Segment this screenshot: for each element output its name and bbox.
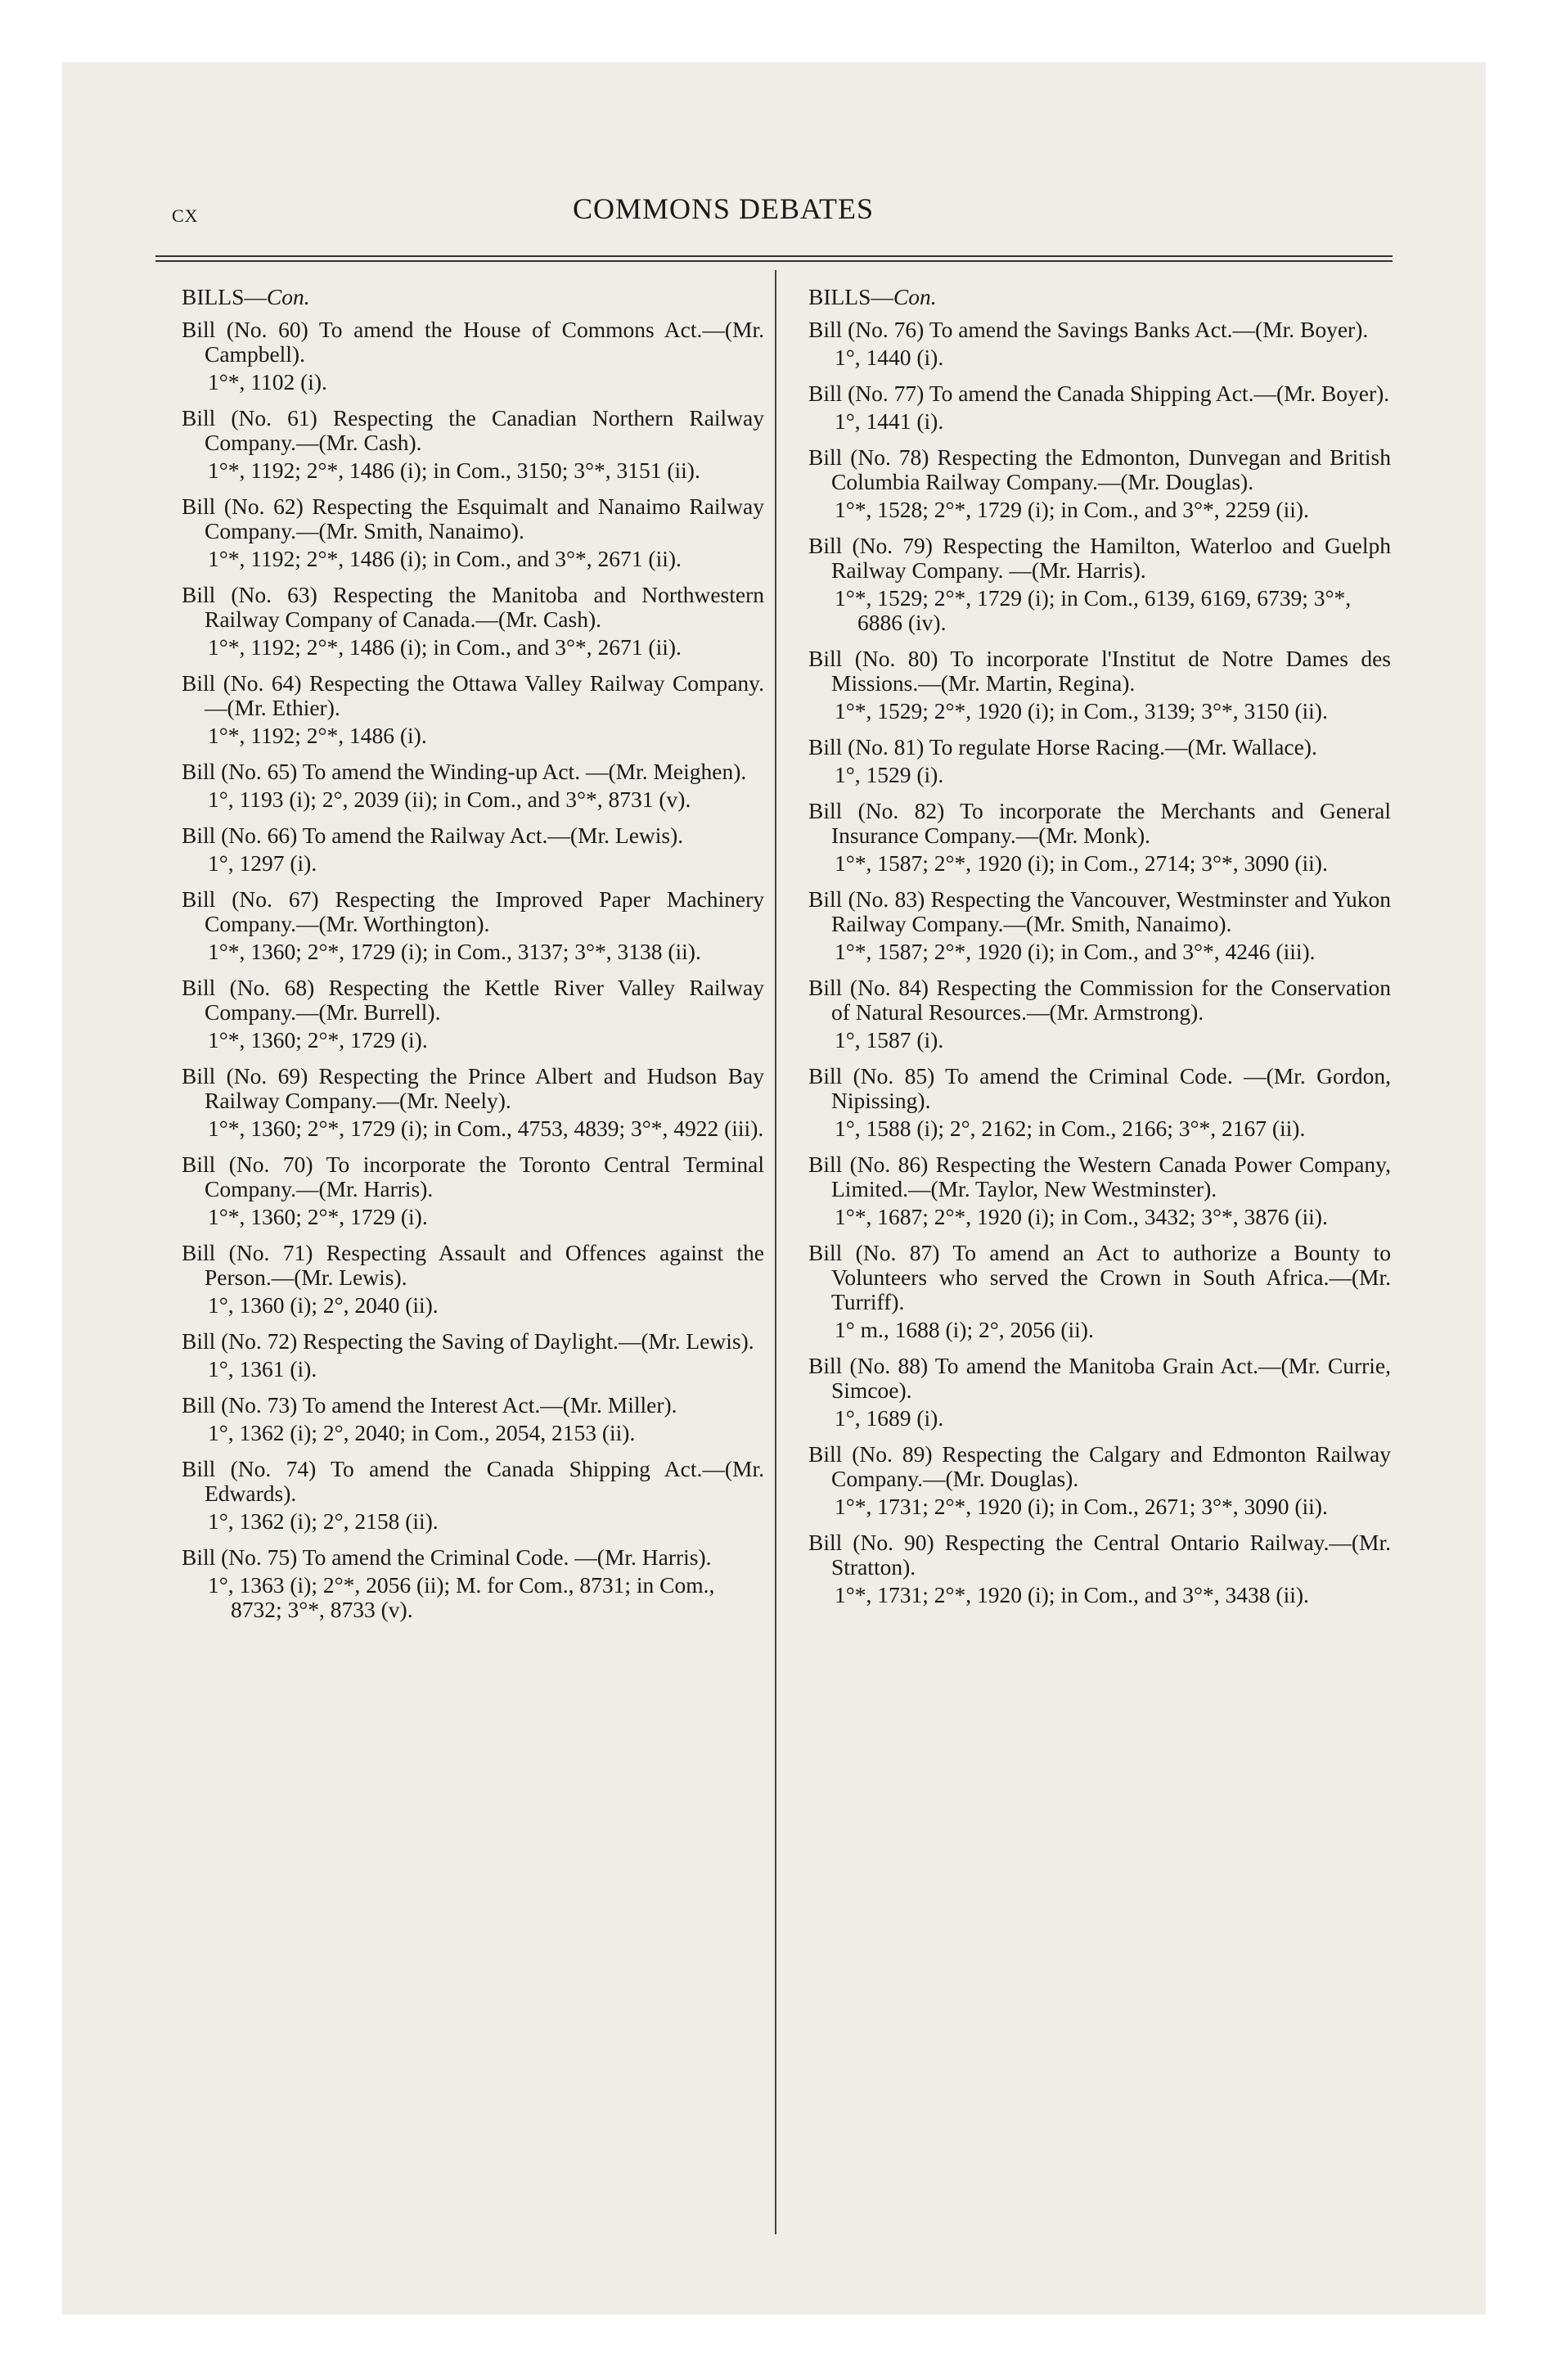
bill-entry <box>182 760 764 812</box>
bill-page-references: 1°, 1193 (i); 2°, 2039 (ii); in Com., and 3°*, 8731 (v). <box>208 787 691 812</box>
bill-description: Bill (No. 61) Respecting the Canadian Northern Railway Company.—(Mr. Cash). <box>182 405 764 455</box>
bill-page-references: 1°, 1440 (i). <box>835 345 944 370</box>
bill-description: Bill (No. 67) Respecting the Improved Paper Machinery Company.—(Mr. Worthington). <box>182 886 764 936</box>
bill-description: Bill (No. 81) To regulate Horse Racing.—(Mr. Wallace). <box>808 734 1317 760</box>
bill-page-references: 1°*, 1102 (i). <box>208 369 327 394</box>
bill-page-references: 1°*, 1192; 2°*, 1486 (i). <box>208 723 427 748</box>
bill-page-references: 1° m., 1688 (i); 2°, 2056 (ii). <box>835 1317 1094 1342</box>
left-column <box>182 285 764 1634</box>
bill-description: Bill (No. 74) To amend the Canada Shipping Act.—(Mr. Edwards). <box>182 1456 764 1506</box>
bill-description: Bill (No. 66) To amend the Railway Act.—(Mr. Lewis). <box>182 823 684 848</box>
bill-entry <box>808 735 1391 787</box>
bill-description: Bill (No. 64) Respecting the Ottawa Valley Railway Company.—(Mr. Ethier). <box>182 670 764 720</box>
running-title: COMMONS DEBATES <box>573 192 875 225</box>
bill-page-references: 1°*, 1192; 2°*, 1486 (i); in Com., and 3°*, 2671 (ii). <box>208 634 682 660</box>
bill-page-references: 1°, 1529 (i). <box>835 762 944 787</box>
bill-page-references: 1°*, 1587; 2°*, 1920 (i); in Com., 2714; 3°*, 3090 (ii). <box>835 850 1328 876</box>
bill-description: Bill (No. 87) To amend an Act to authorize a Bounty to Volunteers who served the Crown in South Africa.—(Mr. Turriff). <box>808 1240 1391 1314</box>
bill-description: Bill (No. 85) To amend the Criminal Code. —(Mr. Gordon, Nipissing). <box>808 1063 1391 1113</box>
bill-description: Bill (No. 79) Respecting the Hamilton, Waterloo and Guelph Railway Company. —(Mr. Harris). <box>808 533 1391 583</box>
bill-entry <box>182 671 764 748</box>
header-rule-bottom <box>155 260 1393 262</box>
bill-page-references: 1°, 1587 (i). <box>835 1027 944 1053</box>
bill-description: Bill (No. 88) To amend the Manitoba Grain Act.—(Mr. Currie, Simcoe). <box>808 1353 1391 1403</box>
bill-entry <box>182 1545 764 1622</box>
bill-description: Bill (No. 76) To amend the Savings Banks Act.—(Mr. Boyer). <box>808 317 1369 342</box>
bill-page-references: 1°, 1588 (i); 2°, 2162; in Com., 2166; 3°*, 2167 (ii). <box>835 1116 1306 1141</box>
bill-page-references: 1°*, 1587; 2°*, 1920 (i); in Com., and 3°*, 4246 (iii). <box>835 939 1316 964</box>
bill-description: Bill (No. 86) Respecting the Western Canada Power Company, Limited.—(Mr. Taylor, New Westminster). <box>808 1152 1391 1201</box>
bill-description: Bill (No. 80) To incorporate l'Institut de Notre Dames des Missions.—(Mr. Martin, Regina). <box>808 646 1391 696</box>
bill-description: Bill (No. 77) To amend the Canada Shipping Act.—(Mr. Boyer). <box>808 381 1390 406</box>
bill-description: Bill (No. 69) Respecting the Prince Albert and Hudson Bay Railway Company.—(Mr. Neely). <box>182 1063 764 1113</box>
right-column <box>808 285 1391 1619</box>
bill-description: Bill (No. 84) Respecting the Commission for the Conservation of Natural Resources.—(Mr. Armstrong). <box>808 975 1391 1025</box>
column-divider <box>775 270 776 2234</box>
bill-entry <box>182 976 764 1053</box>
bill-description: Bill (No. 78) Respecting the Edmonton, Dunvegan and British Columbia Railway Company.—(Mr. Douglas). <box>808 444 1391 494</box>
bill-entry <box>808 1241 1391 1342</box>
bill-description: Bill (No. 68) Respecting the Kettle River Valley Railway Company.—(Mr. Burrell). <box>182 975 764 1025</box>
bill-entry <box>808 1064 1391 1141</box>
bill-page-references: 1°*, 1192; 2°*, 1486 (i); in Com., 3150; 3°*, 3151 (ii). <box>208 458 700 483</box>
bill-page-references: 1°*, 1528; 2°*, 1729 (i); in Com., and 3°*, 2259 (ii). <box>835 497 1309 522</box>
bill-entry <box>808 1442 1391 1519</box>
bill-page-references: 1°*, 1687; 2°*, 1920 (i); in Com., 3432; 3°*, 3876 (ii). <box>835 1204 1328 1229</box>
bill-entry <box>808 647 1391 723</box>
bill-description: Bill (No. 83) Respecting the Vancouver, Westminster and Yukon Railway Company.—(Mr. Smith, Nanaimo). <box>808 886 1391 936</box>
bill-entry <box>182 1393 764 1445</box>
bill-page-references: 1°, 1363 (i); 2°*, 2056 (ii); M. for Com., 8731; in Com., 8732; 3°*, 8733 (v). <box>208 1572 715 1622</box>
header-rule-top <box>155 255 1393 257</box>
bill-description: Bill (No. 60) To amend the House of Commons Act.—(Mr. Campbell). <box>182 317 764 367</box>
bill-description: Bill (No. 65) To amend the Winding-up Act. —(Mr. Meighen). <box>182 759 747 784</box>
column-heading-suffix: Con. <box>893 284 937 309</box>
bill-page-references: 1°, 1362 (i); 2°, 2158 (ii). <box>208 1508 439 1534</box>
bill-entry <box>808 445 1391 522</box>
bill-page-references: 1°, 1441 (i). <box>835 408 944 434</box>
bill-page-references: 1°*, 1529; 2°*, 1729 (i); in Com., 6139, 6169, 6739; 3°*, 6886 (iv). <box>835 585 1352 635</box>
bill-entry <box>182 406 764 483</box>
bill-description: Bill (No. 82) To incorporate the Merchants and General Insurance Company.—(Mr. Monk). <box>808 798 1391 848</box>
bill-entry <box>182 1064 764 1141</box>
column-heading-main: BILLS <box>808 284 871 309</box>
column-heading-suffix: Con. <box>266 284 310 309</box>
bill-page-references: 1°*, 1731; 2°*, 1920 (i); in Com., 2671; 3°*, 3090 (ii). <box>835 1494 1328 1519</box>
bill-page-references: 1°*, 1360; 2°*, 1729 (i); in Com., 3137; 3°*, 3138 (ii). <box>208 939 701 964</box>
bill-entry <box>808 799 1391 876</box>
bill-page-references: 1°, 1689 (i). <box>835 1405 944 1431</box>
entry-list <box>182 318 764 1622</box>
bill-entry <box>182 494 764 571</box>
bill-entry <box>808 381 1391 434</box>
bill-page-references: 1°, 1297 (i). <box>208 850 317 876</box>
bill-entry <box>808 976 1391 1053</box>
bill-description: Bill (No. 75) To amend the Criminal Code. —(Mr. Harris). <box>182 1544 712 1570</box>
bill-page-references: 1°*, 1360; 2°*, 1729 (i); in Com., 4753, 4839; 3°*, 4922 (iii). <box>208 1116 764 1141</box>
column-heading-main: BILLS <box>182 284 245 309</box>
bill-description: Bill (No. 62) Respecting the Esquimalt and Nanaimo Railway Company.—(Mr. Smith, Nanaimo). <box>182 494 764 543</box>
entry-list <box>808 318 1391 1607</box>
bill-description: Bill (No. 71) Respecting Assault and Offences against the Person.—(Mr. Lewis). <box>182 1240 764 1290</box>
bill-description: Bill (No. 70) To incorporate the Toronto Central Terminal Company.—(Mr. Harris). <box>182 1152 764 1201</box>
bill-entry <box>808 318 1391 370</box>
bill-page-references: 1°*, 1529; 2°*, 1920 (i); in Com., 3139; 3°*, 3150 (ii). <box>835 698 1328 723</box>
bill-page-references: 1°*, 1731; 2°*, 1920 (i); in Com., and 3°*, 3438 (ii). <box>835 1582 1309 1607</box>
column-heading: BILLS—Con. <box>808 284 937 309</box>
bill-page-references: 1°, 1361 (i). <box>208 1356 317 1382</box>
bill-description: Bill (No. 72) Respecting the Saving of Daylight.—(Mr. Lewis). <box>182 1328 754 1354</box>
bill-entry <box>808 534 1391 635</box>
bill-entry <box>182 1329 764 1382</box>
bill-entry <box>808 1354 1391 1431</box>
bill-entry <box>182 823 764 876</box>
bill-entry <box>808 1530 1391 1607</box>
bill-entry <box>182 1241 764 1318</box>
bill-description: Bill (No. 89) Respecting the Calgary and Edmonton Railway Company.—(Mr. Douglas). <box>808 1441 1391 1491</box>
bill-entry <box>182 1457 764 1534</box>
bill-entry <box>808 1152 1391 1229</box>
bill-page-references: 1°, 1362 (i); 2°, 2040; in Com., 2054, 2153 (ii). <box>208 1420 636 1445</box>
page-number: cx <box>172 198 199 228</box>
bill-entry <box>182 583 764 660</box>
bill-entry <box>182 887 764 964</box>
bill-page-references: 1°*, 1192; 2°*, 1486 (i); in Com., and 3°*, 2671 (ii). <box>208 546 682 571</box>
bill-description: Bill (No. 63) Respecting the Manitoba and Northwestern Railway Company of Canada.—(Mr. Cash). <box>182 582 764 632</box>
bill-entry <box>182 1152 764 1229</box>
bill-entry <box>808 887 1391 964</box>
bill-page-references: 1°*, 1360; 2°*, 1729 (i). <box>208 1204 428 1229</box>
bill-page-references: 1°, 1360 (i); 2°, 2040 (ii). <box>208 1292 439 1318</box>
bill-description: Bill (No. 73) To amend the Interest Act.—(Mr. Miller). <box>182 1392 677 1418</box>
column-heading: BILLS—Con. <box>182 284 310 309</box>
bill-page-references: 1°*, 1360; 2°*, 1729 (i). <box>208 1027 428 1053</box>
bill-entry <box>182 318 764 394</box>
bill-description: Bill (No. 90) Respecting the Central Ontario Railway.—(Mr. Stratton). <box>808 1530 1391 1580</box>
